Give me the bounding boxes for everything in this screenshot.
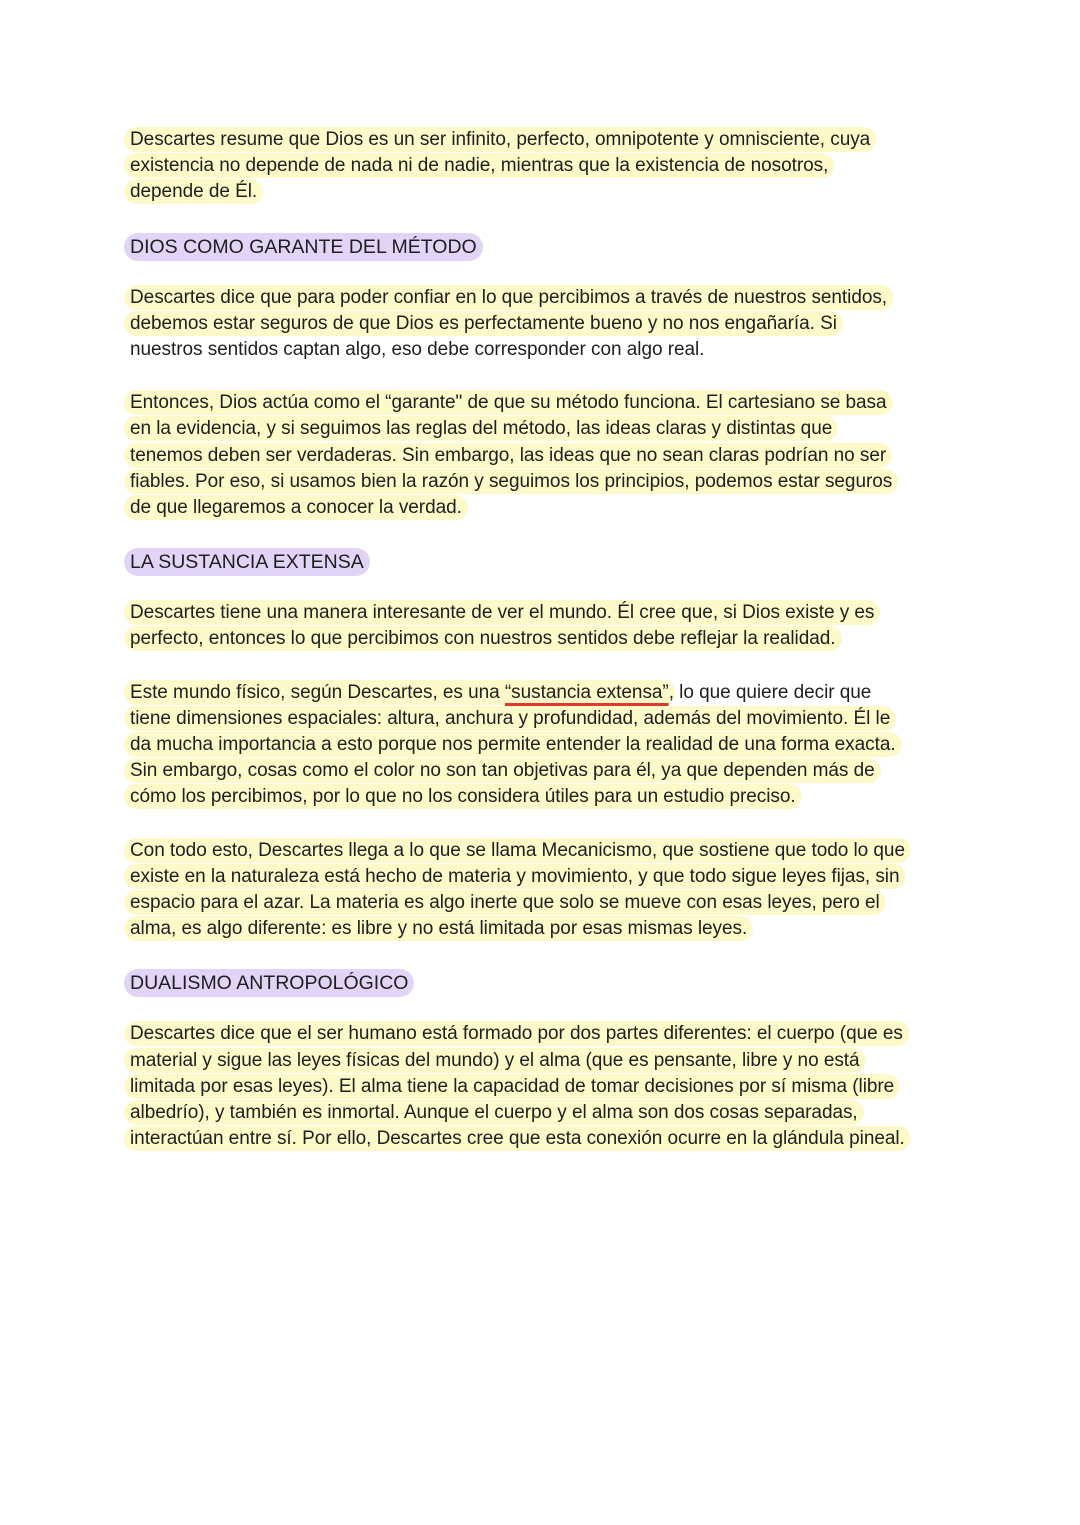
text-line: existencia no depende de nada ni de nadie, mientras que la existencia de nosotros, xyxy=(130,153,950,179)
text-line: perfecto, entonces lo que percibimos con nuestros sentidos debe reflejar la realidad. xyxy=(130,626,950,652)
text-line: Descartes dice que para poder confiar en lo que percibimos a través de nuestros sentidos, xyxy=(130,285,950,311)
text-line xyxy=(130,680,950,706)
text-line: cómo los percibimos, por lo que no los considera útiles para un estudio preciso. xyxy=(130,784,950,810)
text-line: alma, es algo diferente: es libre y no está limitada por esas mismas leyes. xyxy=(130,916,950,942)
paragraph-dios-resumen xyxy=(130,127,950,206)
text-line: da mucha importancia a esto porque nos permite entender la realidad de una forma exacta. xyxy=(130,732,950,758)
document-page xyxy=(130,127,950,1179)
section-heading-container xyxy=(130,969,950,1021)
text-line: material y sigue las leyes físicas del mundo) y el alma (que es pensante, libre y no está xyxy=(130,1048,950,1074)
text-line: tiene dimensiones espaciales: altura, anchura y profundidad, además del movimiento. Él le xyxy=(130,706,950,732)
text-fragment: , lo que quiere decir que xyxy=(668,681,872,703)
text-line: Descartes tiene una manera interesante de ver el mundo. Él cree que, si Dios existe y es xyxy=(130,600,950,626)
text-line: Sin embargo, cosas como el color no son tan objetivas para él, ya que dependen más de xyxy=(130,758,950,784)
text-line: Descartes resume que Dios es un ser infinito, perfecto, omnipotente y omnisciente, cuya xyxy=(130,127,950,153)
text-fragment: Este mundo físico, según Descartes, es una xyxy=(130,681,505,703)
text-line: espacio para el azar. La materia es algo inerte que solo se mueve con esas leyes, pero el xyxy=(130,890,950,916)
paragraph-mundo-fisico xyxy=(130,680,950,811)
paragraph-confiar-sentidos xyxy=(130,285,950,364)
text-line: debemos estar seguros de que Dios es perfectamente bueno y no nos engañaría. Si xyxy=(130,311,950,337)
paragraph-mecanicismo xyxy=(130,838,950,943)
text-line: depende de Él. xyxy=(130,179,950,205)
paragraph-garante-metodo xyxy=(130,390,950,521)
text-line: Entonces, Dios actúa como el “garante" de que su método funciona. El cartesiano se basa xyxy=(130,390,950,416)
text-line: nuestros sentidos captan algo, eso debe corresponder con algo real. xyxy=(130,339,705,361)
text-line: fiables. Por eso, si usamos bien la razón y seguimos los principios, podemos estar seguros xyxy=(130,469,950,495)
text-line: albedrío), y también es inmortal. Aunque el cuerpo y el alma son dos cosas separadas, xyxy=(130,1100,950,1126)
text-line: existe en la naturaleza está hecho de materia y movimiento, y que todo sigue leyes fijas, sin xyxy=(130,864,950,890)
text-line: en la evidencia, y si seguimos las reglas del método, las ideas claras y distintas que xyxy=(130,416,950,442)
text-line: de que llegaremos a conocer la verdad. xyxy=(130,495,950,521)
text-line: tenemos deben ser verdaderas. Sin embargo, las ideas que no sean claras podrían no ser xyxy=(130,443,950,469)
text-line: Con todo esto, Descartes llega a lo que se llama Mecanicismo, que sostiene que todo lo que xyxy=(130,838,950,864)
paragraph-dualismo xyxy=(130,1021,950,1152)
text-line: limitada por esas leyes). El alma tiene la capacidad de tomar decisiones por sí misma (libre xyxy=(130,1074,950,1100)
section-heading-container xyxy=(130,233,950,285)
section-heading-dualismo: DUALISMO ANTROPOLÓGICO xyxy=(124,969,414,997)
section-heading-garante: DIOS COMO GARANTE DEL MÉTODO xyxy=(124,233,483,261)
text-line: Descartes dice que el ser humano está formado por dos partes diferentes: el cuerpo (que es xyxy=(130,1021,950,1047)
section-heading-container xyxy=(130,548,950,600)
section-heading-sustancia-extensa: LA SUSTANCIA EXTENSA xyxy=(124,548,370,576)
text-line: interactúan entre sí. Por ello, Descartes cree que esta conexión ocurre en la glándula pineal. xyxy=(130,1126,950,1152)
underlined-term: “sustancia extensa” xyxy=(504,681,669,703)
paragraph-ver-mundo xyxy=(130,600,950,652)
